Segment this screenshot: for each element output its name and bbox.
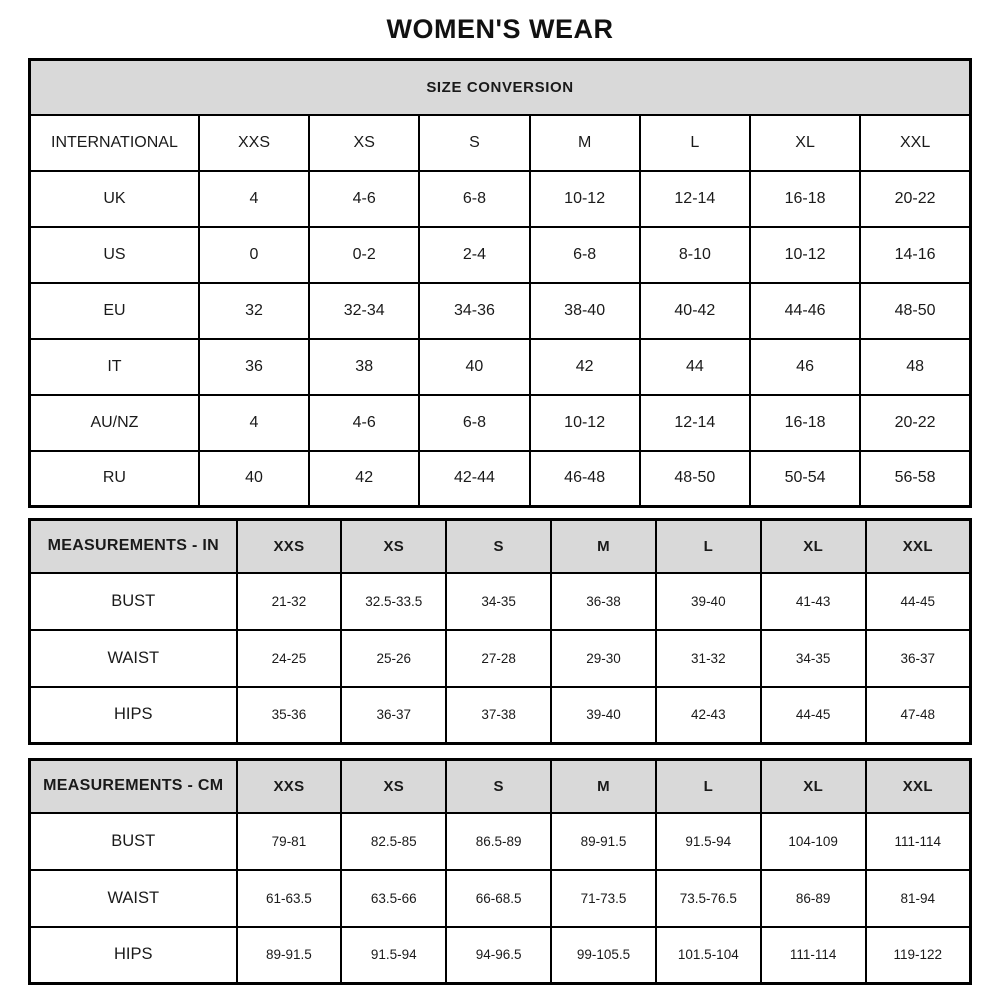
table-cell: 101.5-104 <box>656 927 761 984</box>
table-row <box>30 339 971 395</box>
table-cell: 4 <box>199 171 309 227</box>
table-cell: 0-2 <box>309 227 419 283</box>
table-cell: 42-43 <box>656 687 761 744</box>
table-cell: 42 <box>309 451 419 507</box>
column-header: XS <box>341 760 446 813</box>
table-cell: 66-68.5 <box>446 870 551 927</box>
table-row <box>30 573 971 630</box>
table-cell: 36-37 <box>866 630 971 687</box>
table-row <box>30 395 971 451</box>
row-label: WAIST <box>30 870 237 927</box>
table-cell: 71-73.5 <box>551 870 656 927</box>
table-cell: 14-16 <box>860 227 970 283</box>
column-header: L <box>656 520 761 573</box>
table-cell: 8-10 <box>640 227 750 283</box>
size-conversion-title: SIZE CONVERSION <box>30 60 971 115</box>
table-cell: 21-32 <box>237 573 342 630</box>
table-cell: 34-35 <box>446 573 551 630</box>
table-cell: 38 <box>309 339 419 395</box>
measurements-in-header-row <box>30 520 971 573</box>
table-cell: 36-38 <box>551 573 656 630</box>
measurements-cm-header-row <box>30 760 971 813</box>
table-cell: 40 <box>419 339 529 395</box>
table-cell: 82.5-85 <box>341 813 446 870</box>
table-cell: 32 <box>199 283 309 339</box>
column-header: XXL <box>860 115 970 171</box>
table-cell: 31-32 <box>656 630 761 687</box>
table-cell: 99-105.5 <box>551 927 656 984</box>
table-row <box>30 171 971 227</box>
table-cell: 10-12 <box>530 171 640 227</box>
column-header: M <box>530 115 640 171</box>
table-cell: 119-122 <box>866 927 971 984</box>
table-cell: 16-18 <box>750 395 860 451</box>
table-cell: 6-8 <box>530 227 640 283</box>
column-header: XL <box>761 520 866 573</box>
table-cell: 4-6 <box>309 171 419 227</box>
table-cell: 46-48 <box>530 451 640 507</box>
table-cell: 34-35 <box>761 630 866 687</box>
table-cell: 39-40 <box>656 573 761 630</box>
table-cell: 47-48 <box>866 687 971 744</box>
table-cell: 63.5-66 <box>341 870 446 927</box>
column-header: XL <box>750 115 860 171</box>
table-cell: 36-37 <box>341 687 446 744</box>
table-cell: 86-89 <box>761 870 866 927</box>
table-cell: 81-94 <box>866 870 971 927</box>
column-header: S <box>446 760 551 813</box>
table-cell: 4-6 <box>309 395 419 451</box>
row-label: WAIST <box>30 630 237 687</box>
column-header: XS <box>309 115 419 171</box>
table-cell: 41-43 <box>761 573 866 630</box>
table-cell: 20-22 <box>860 171 970 227</box>
table-cell: 35-36 <box>237 687 342 744</box>
column-header: M <box>551 760 656 813</box>
column-header: S <box>446 520 551 573</box>
table-cell: 104-109 <box>761 813 866 870</box>
table-cell: 38-40 <box>530 283 640 339</box>
row-label: HIPS <box>30 687 237 744</box>
table-cell: 46 <box>750 339 860 395</box>
column-header: M <box>551 520 656 573</box>
table-cell: 91.5-94 <box>341 927 446 984</box>
row-label: EU <box>30 283 199 339</box>
table-cell: 89-91.5 <box>237 927 342 984</box>
table-cell: 36 <box>199 339 309 395</box>
table-cell: 44-45 <box>761 687 866 744</box>
table-cell: 89-91.5 <box>551 813 656 870</box>
table-cell: 25-26 <box>341 630 446 687</box>
table-cell: 42 <box>530 339 640 395</box>
table-cell: 27-28 <box>446 630 551 687</box>
size-conversion-table <box>28 58 972 508</box>
table-row <box>30 687 971 744</box>
table-cell: 48-50 <box>860 283 970 339</box>
table-cell: 73.5-76.5 <box>656 870 761 927</box>
column-header: XXS <box>199 115 309 171</box>
measurements-in-table <box>28 518 972 745</box>
table-cell: 61-63.5 <box>237 870 342 927</box>
table-cell: 48-50 <box>640 451 750 507</box>
column-header: MEASUREMENTS - IN <box>30 520 237 573</box>
table-cell: 79-81 <box>237 813 342 870</box>
row-label: AU/NZ <box>30 395 199 451</box>
row-label: BUST <box>30 813 237 870</box>
row-label: US <box>30 227 199 283</box>
measurements-cm-table <box>28 758 972 985</box>
column-header: L <box>656 760 761 813</box>
table-cell: 4 <box>199 395 309 451</box>
column-header: XXL <box>866 760 971 813</box>
table-cell: 86.5-89 <box>446 813 551 870</box>
table-row <box>30 870 971 927</box>
table-cell: 32-34 <box>309 283 419 339</box>
column-header: XS <box>341 520 446 573</box>
table-cell: 42-44 <box>419 451 529 507</box>
table-cell: 10-12 <box>750 227 860 283</box>
row-label: IT <box>30 339 199 395</box>
table-row <box>30 927 971 984</box>
row-label: RU <box>30 451 199 507</box>
page-title: WOMEN'S WEAR <box>386 14 614 44</box>
table-cell: 40 <box>199 451 309 507</box>
table-cell: 32.5-33.5 <box>341 573 446 630</box>
table-cell: 40-42 <box>640 283 750 339</box>
column-header: INTERNATIONAL <box>30 115 199 171</box>
row-label: BUST <box>30 573 237 630</box>
table-cell: 34-36 <box>419 283 529 339</box>
column-header: S <box>419 115 529 171</box>
table-row <box>30 451 971 507</box>
table-cell: 2-4 <box>419 227 529 283</box>
table-cell: 24-25 <box>237 630 342 687</box>
table-cell: 56-58 <box>860 451 970 507</box>
row-label: UK <box>30 171 199 227</box>
table-cell: 0 <box>199 227 309 283</box>
table-cell: 44-45 <box>866 573 971 630</box>
table-row <box>30 227 971 283</box>
table-cell: 12-14 <box>640 395 750 451</box>
table-cell: 16-18 <box>750 171 860 227</box>
table-row <box>30 630 971 687</box>
table-cell: 39-40 <box>551 687 656 744</box>
table-cell: 6-8 <box>419 395 529 451</box>
table-cell: 37-38 <box>446 687 551 744</box>
table-cell: 111-114 <box>761 927 866 984</box>
column-header: XXS <box>237 520 342 573</box>
table-cell: 91.5-94 <box>656 813 761 870</box>
table-cell: 50-54 <box>750 451 860 507</box>
table-cell: 6-8 <box>419 171 529 227</box>
table-cell: 10-12 <box>530 395 640 451</box>
table-cell: 44 <box>640 339 750 395</box>
size-conversion-banner-row <box>30 60 971 115</box>
table-cell: 48 <box>860 339 970 395</box>
column-header: XXL <box>866 520 971 573</box>
column-header: XL <box>761 760 866 813</box>
size-conversion-header-row <box>30 115 971 171</box>
column-header: XXS <box>237 760 342 813</box>
table-row <box>30 813 971 870</box>
row-label: HIPS <box>30 927 237 984</box>
column-header: MEASUREMENTS - CM <box>30 760 237 813</box>
table-cell: 44-46 <box>750 283 860 339</box>
table-cell: 111-114 <box>866 813 971 870</box>
table-cell: 12-14 <box>640 171 750 227</box>
table-cell: 94-96.5 <box>446 927 551 984</box>
table-row <box>30 283 971 339</box>
column-header: L <box>640 115 750 171</box>
table-cell: 20-22 <box>860 395 970 451</box>
table-cell: 29-30 <box>551 630 656 687</box>
